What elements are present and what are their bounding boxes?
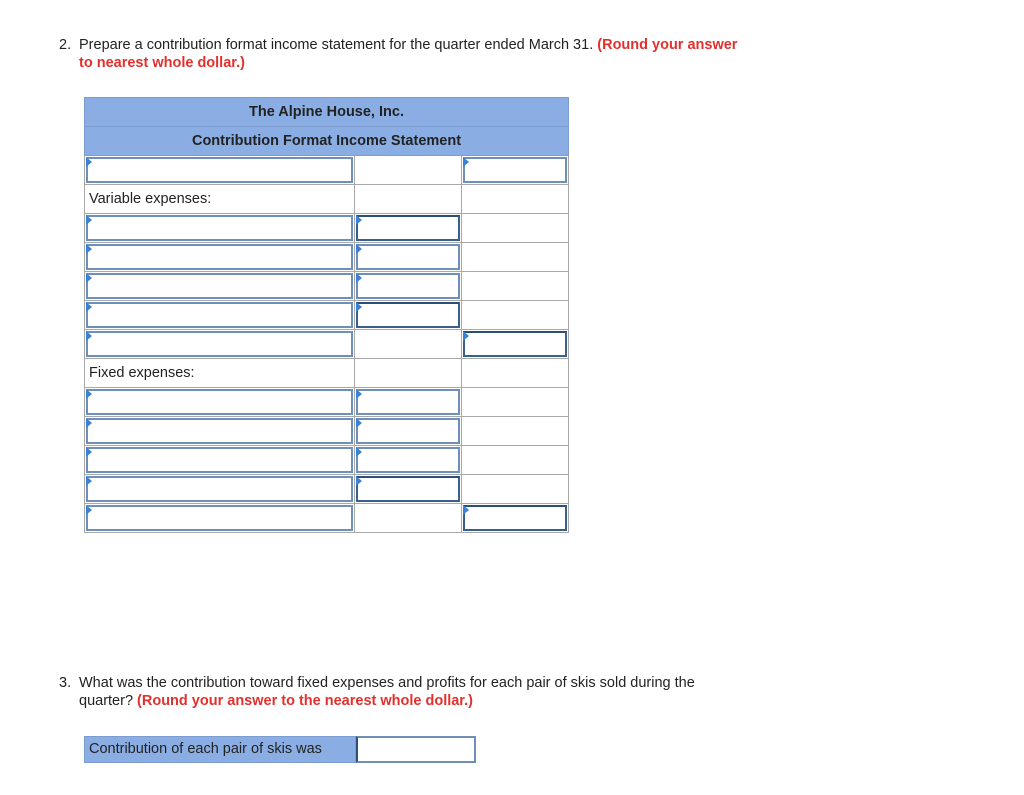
- dropdown-arrow-icon: [356, 273, 362, 283]
- empty-cell: [462, 417, 569, 446]
- variable-expenses-label: Variable expenses:: [85, 185, 355, 214]
- dropdown-arrow-icon: [86, 505, 92, 515]
- empty-cell: [462, 301, 569, 330]
- fixed-expense-amount-input[interactable]: [356, 418, 460, 444]
- empty-cell: [462, 388, 569, 417]
- variable-header-row: [85, 185, 569, 214]
- contribution-per-unit-input[interactable]: [356, 736, 476, 763]
- empty-cell: [355, 504, 462, 533]
- dropdown-arrow-icon: [86, 244, 92, 254]
- variable-expense-row: [85, 301, 569, 330]
- income-statement-table: [84, 97, 569, 533]
- fixed-expense-row: [85, 446, 569, 475]
- variable-expense-label-input[interactable]: [86, 302, 353, 328]
- question-2-number: 2.: [59, 37, 72, 53]
- sales-row: [85, 156, 569, 185]
- fixed-expenses-label: Fixed expenses:: [85, 359, 355, 388]
- dropdown-arrow-icon: [356, 447, 362, 457]
- question-2-text: Prepare a contribution format income statement for the quarter ended March 31.: [79, 37, 594, 53]
- empty-cell: [462, 359, 569, 388]
- variable-expense-row: [85, 243, 569, 272]
- empty-cell: [462, 272, 569, 301]
- variable-expense-label-input[interactable]: [86, 244, 353, 270]
- dropdown-arrow-icon: [356, 244, 362, 254]
- fixed-expense-label-input[interactable]: [86, 418, 353, 444]
- dropdown-arrow-icon: [86, 418, 92, 428]
- fixed-expense-amount-input[interactable]: [356, 447, 460, 473]
- dropdown-arrow-icon: [86, 157, 92, 167]
- fixed-expense-label-input[interactable]: [86, 447, 353, 473]
- dropdown-arrow-icon: [463, 331, 469, 341]
- contribution-per-unit-label: Contribution of each pair of skis was: [84, 736, 356, 763]
- question-2-hint-1: (Round your answer: [597, 37, 738, 53]
- empty-cell: [462, 243, 569, 272]
- dropdown-arrow-icon: [356, 215, 362, 225]
- net-income-amount-input[interactable]: [463, 505, 567, 531]
- fixed-expense-label-input[interactable]: [86, 476, 353, 502]
- empty-cell: [462, 475, 569, 504]
- fixed-expense-label-input[interactable]: [86, 389, 353, 415]
- dropdown-arrow-icon: [86, 273, 92, 283]
- variable-expense-amount-input[interactable]: [356, 215, 460, 241]
- contribution-margin-amount-input[interactable]: [463, 331, 567, 357]
- dropdown-arrow-icon: [86, 389, 92, 399]
- dropdown-arrow-icon: [463, 505, 469, 515]
- variable-expense-amount-input[interactable]: [356, 273, 460, 299]
- dropdown-arrow-icon: [86, 476, 92, 486]
- fixed-expense-amount-input[interactable]: [356, 389, 460, 415]
- question-3-hint: (Round your answer to the nearest whole dollar.): [137, 693, 474, 709]
- dropdown-arrow-icon: [86, 447, 92, 457]
- fixed-expense-row: [85, 417, 569, 446]
- question-3-text-1: What was the contribution toward fixed expenses and profits for each pair of skis sold during the: [79, 675, 695, 691]
- empty-cell: [462, 446, 569, 475]
- sales-label-input[interactable]: [86, 157, 353, 183]
- question-3-number: 3.: [59, 675, 72, 691]
- dropdown-arrow-icon: [463, 157, 469, 167]
- dropdown-arrow-icon: [86, 331, 92, 341]
- question-3-text-2: quarter?: [79, 693, 134, 709]
- dropdown-arrow-icon: [86, 215, 92, 225]
- empty-cell: [355, 359, 462, 388]
- dropdown-arrow-icon: [356, 302, 362, 312]
- net-income-row: [85, 504, 569, 533]
- contribution-margin-row: [85, 330, 569, 359]
- variable-expense-amount-input[interactable]: [356, 244, 460, 270]
- dropdown-arrow-icon: [356, 389, 362, 399]
- question-2: [59, 36, 819, 72]
- contribution-per-unit: [84, 736, 476, 763]
- contribution-margin-label-input[interactable]: [86, 331, 353, 357]
- fixed-expense-amount-input[interactable]: [356, 476, 460, 502]
- question-2-hint-2: to nearest whole dollar.): [79, 55, 245, 71]
- variable-expense-amount-input[interactable]: [356, 302, 460, 328]
- variable-expense-row: [85, 272, 569, 301]
- empty-cell: [462, 214, 569, 243]
- fixed-header-row: [85, 359, 569, 388]
- empty-cell: [462, 185, 569, 214]
- fixed-expense-row: [85, 388, 569, 417]
- dropdown-arrow-icon: [86, 302, 92, 312]
- company-name: The Alpine House, Inc.: [85, 98, 569, 127]
- variable-expense-label-input[interactable]: [86, 215, 353, 241]
- variable-expense-label-input[interactable]: [86, 273, 353, 299]
- sales-amount-input[interactable]: [463, 157, 567, 183]
- empty-cell: [355, 156, 462, 185]
- net-income-label-input[interactable]: [86, 505, 353, 531]
- variable-expense-row: [85, 214, 569, 243]
- fixed-expense-row: [85, 475, 569, 504]
- dropdown-arrow-icon: [356, 476, 362, 486]
- question-3: [59, 674, 819, 710]
- empty-cell: [355, 330, 462, 359]
- empty-cell: [355, 185, 462, 214]
- dropdown-arrow-icon: [356, 418, 362, 428]
- statement-title: Contribution Format Income Statement: [85, 127, 569, 156]
